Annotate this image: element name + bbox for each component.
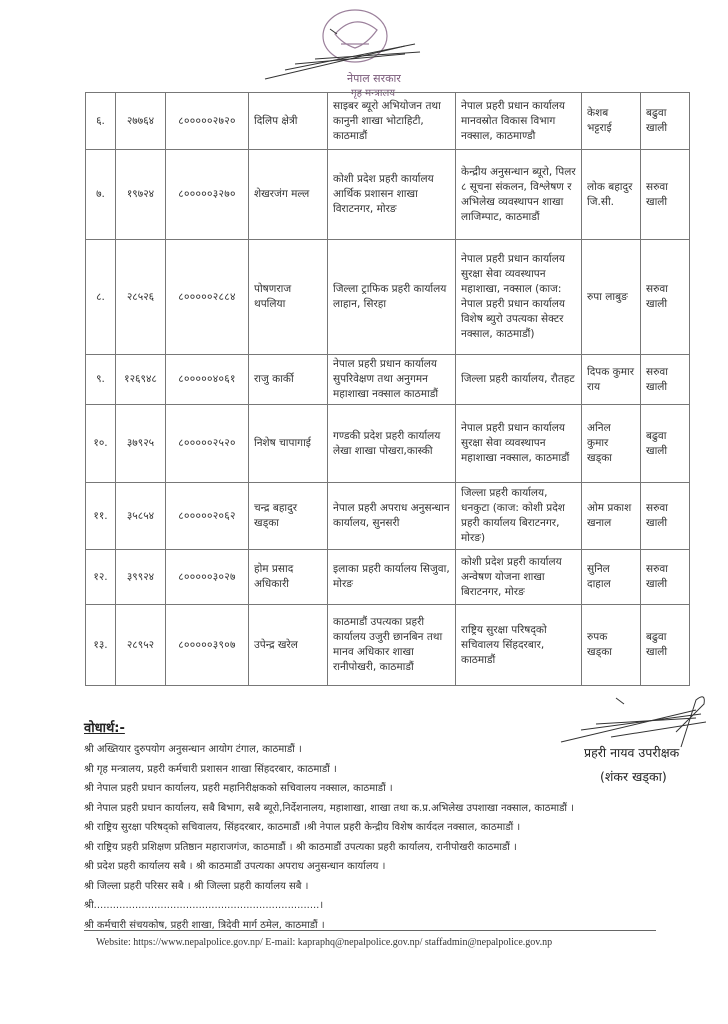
table-row bbox=[86, 405, 690, 483]
police-number-cell: २८९५२ bbox=[116, 605, 166, 686]
table-row bbox=[86, 605, 690, 686]
replacement-name-cell: ओम प्रकाश खनाल bbox=[582, 483, 641, 550]
remark-cell: सरुवा खाली bbox=[641, 150, 690, 240]
cc-list bbox=[84, 740, 574, 935]
replacement-name-cell: सुनिल दाहाल bbox=[582, 550, 641, 605]
employee-name-cell: पोषणराज थपलिया bbox=[249, 240, 328, 355]
cc-recipient: श्री गृह मन्त्रालय, प्रहरी कर्मचारी प्रशासन शाखा सिंहदरबार, काठमाडौं । bbox=[84, 763, 337, 775]
employee-name-cell: राजु कार्की bbox=[249, 355, 328, 405]
transfer-office-cell: राष्ट्रिय सुरक्षा परिषद्को सचिवालय सिंहदरबार, काठमाडौं bbox=[456, 605, 582, 686]
transfer-office-cell: जिल्ला प्रहरी कार्यालय, धनकुटा (काज: कोशी प्रदेश प्रहरी कार्यालय बिराटनगर, मोरङ) bbox=[456, 483, 582, 550]
cc-recipient: श्री राष्ट्रिय प्रहरी प्रशिक्षण प्रतिष्ठान महाराजगंज, काठमाडौं । श्री काठमाडौं उपत्यका प्रहरी कार्यालय, रानीपोखरी काठमाडौं । bbox=[84, 841, 517, 853]
table-row bbox=[86, 550, 690, 605]
serial-number-cell: ११. bbox=[86, 483, 116, 550]
serial-number-cell: १२. bbox=[86, 550, 116, 605]
current-office-cell: नेपाल प्रहरी अपराध अनुसन्धान कार्यालय, सुनसरी bbox=[328, 483, 456, 550]
table-row bbox=[86, 93, 690, 150]
current-office-cell: इलाका प्रहरी कार्यालय सिजुवा, मोरङ bbox=[328, 550, 456, 605]
cc-recipient: श्री प्रदेश प्रहरी कार्यालय सबै । श्री काठमाडौं उपत्यका अपराध अनुसन्धान कार्यालय । bbox=[84, 861, 386, 872]
remark-cell: सरुवा खाली bbox=[641, 550, 690, 605]
employee-name-cell: होम प्रसाद अधिकारी bbox=[249, 550, 328, 605]
signature-icon bbox=[556, 692, 706, 752]
serial-number-cell: ९. bbox=[86, 355, 116, 405]
police-number-cell: ३९९२४ bbox=[116, 550, 166, 605]
transfer-office-cell: केन्द्रीय अनुसन्धान ब्यूरो, पिलर ८ सूचना संकलन, विश्लेषण र अभिलेख व्यवस्थापन शाखा लाजिम्पाट, काठमाडौं bbox=[456, 150, 582, 240]
employee-id-cell: ८०००००२०६२ bbox=[166, 483, 249, 550]
official-stamp bbox=[255, 4, 455, 104]
table-row bbox=[86, 150, 690, 240]
remark-cell: बढुवा खाली bbox=[641, 605, 690, 686]
remark-cell: बढुवा खाली bbox=[641, 93, 690, 150]
cc-recipient: श्री राष्ट्रिय सुरक्षा परिषद्को सचिवालय, सिंहदरबार, काठमाडौं ।श्री नेपाल प्रहरी केन्द्रीय विशेष कार्यदल नक्साल, काठमाडौं । bbox=[84, 822, 521, 833]
police-number-cell: २८५२६ bbox=[116, 240, 166, 355]
replacement-name-cell: केशब भट्टराई bbox=[582, 93, 641, 150]
transfer-table bbox=[85, 92, 690, 686]
table-row bbox=[86, 483, 690, 550]
transfer-office-cell: नेपाल प्रहरी प्रधान कार्यालय सुरक्षा सेवा व्यवस्थापन महाशाखा, नक्साल (काज: नेपाल प्रहरी प्रधान कार्यालय विशेष ब्युरो उपत्यका सेक्टर नक्साल, काठमाडौं) bbox=[456, 240, 582, 355]
transfer-office-cell: नेपाल प्रहरी प्रधान कार्यालय मानवस्रोत विकास विभाग नक्साल, काठमाण्डौ bbox=[456, 93, 582, 150]
police-number-cell: ३५८५४ bbox=[116, 483, 166, 550]
serial-number-cell: १०. bbox=[86, 405, 116, 483]
remark-cell: सरुवा खाली bbox=[641, 240, 690, 355]
current-office-cell: गण्डकी प्रदेश प्रहरी कार्यालय लेखा शाखा पोखरा,कास्की bbox=[328, 405, 456, 483]
table-row bbox=[86, 355, 690, 405]
stamp-line-2: गृह मन्त्रालय bbox=[351, 88, 396, 99]
serial-number-cell: ६. bbox=[86, 93, 116, 150]
employee-id-cell: ८०००००२५२० bbox=[166, 405, 249, 483]
employee-id-cell: ८०००००३९०७ bbox=[166, 605, 249, 686]
police-number-cell: २७७६४ bbox=[116, 93, 166, 150]
transfer-office-cell: कोशी प्रदेश प्रहरी कार्यालय अन्वेषण योजना शाखा बिराटनगर, मोरङ bbox=[456, 550, 582, 605]
footer-contact: Website: https://www.nepalpolice.gov.np/ E-mail: kapraphq@nepalpolice.gov.np/ staffadmin@nepalpolice.gov.np bbox=[96, 937, 553, 948]
employee-id-cell: ८०००००२८८४ bbox=[166, 240, 249, 355]
current-office-cell: काठमाडौं उपत्यका प्रहरी कार्यालय उजुरी छानबिन तथा मानव अधिकार शाखा रानीपोखरी, काठमाडौं bbox=[328, 605, 456, 686]
employee-name-cell: निशेष चापागाई bbox=[249, 405, 328, 483]
police-number-cell: ३७९२५ bbox=[116, 405, 166, 483]
serial-number-cell: ८. bbox=[86, 240, 116, 355]
current-office-cell: कोशी प्रदेश प्रहरी कार्यालय आर्थिक प्रशासन शाखा विराटनगर, मोरङ bbox=[328, 150, 456, 240]
replacement-name-cell: रुपा लाबुङ bbox=[582, 240, 641, 355]
cc-recipient: श्री जिल्ला प्रहरी परिसर सबै । श्री जिल्ला प्रहरी कार्यालय सबै । bbox=[84, 880, 309, 892]
replacement-name-cell: लोक बहादुर जि.सी. bbox=[582, 150, 641, 240]
cc-recipient: श्री नेपाल प्रहरी प्रधान कार्यालय, प्रहरी महानिरीक्षकको सचिवालय नक्साल, काठमाडौं । bbox=[84, 783, 393, 794]
table-row bbox=[86, 240, 690, 355]
cc-recipient: श्री नेपाल प्रहरी प्रधान कार्यालय, सबै बिभाग, सबै ब्यूरो,निर्देशनालय, महाशाखा, शाखा तथा क.प्र.अभिलेख उपशाखा नक्साल, काठमाडौं । bbox=[84, 802, 574, 814]
police-number-cell: १९७२४ bbox=[116, 150, 166, 240]
remark-cell: बढुवा खाली bbox=[641, 405, 690, 483]
replacement-name-cell: रुपक खड्का bbox=[582, 605, 641, 686]
employee-name-cell: उपेन्द्र खरेल bbox=[249, 605, 328, 686]
stamp-line-1: नेपाल सरकार bbox=[347, 72, 401, 85]
employee-id-cell: ८०००००२७२० bbox=[166, 93, 249, 150]
stamp-emblem-icon bbox=[323, 10, 387, 62]
employee-name-cell: शेखरजंग मल्ल bbox=[249, 150, 328, 240]
footer-divider bbox=[84, 930, 656, 931]
current-office-cell: जिल्ला ट्राफिक प्रहरी कार्यालय लाहान, सिरहा bbox=[328, 240, 456, 355]
cc-recipient: श्री.......................................................................। bbox=[84, 900, 324, 911]
employee-name-cell: दिलिप क्षेत्री bbox=[249, 93, 328, 150]
serial-number-cell: ७. bbox=[86, 150, 116, 240]
transfer-office-cell: जिल्ला प्रहरी कार्यालय, रौतहट bbox=[456, 355, 582, 405]
transfer-office-cell: नेपाल प्रहरी प्रधान कार्यालय सुरक्षा सेवा व्यवस्थापन महाशाखा नक्साल, काठमाडौं bbox=[456, 405, 582, 483]
employee-id-cell: ८०००००३०२७ bbox=[166, 550, 249, 605]
current-office-cell: साइबर ब्यूरो अभियोजन तथा कानुनी शाखा भोटाहिटी, काठमाडौं bbox=[328, 93, 456, 150]
replacement-name-cell: दिपक कुमार राय bbox=[582, 355, 641, 405]
signatory-title: प्रहरी नायव उपरीक्षक bbox=[584, 745, 680, 760]
current-office-cell: नेपाल प्रहरी प्रधान कार्यालय सुपरिवेक्षण तथा अनुगमन महाशाखा नक्साल काठमाडौं bbox=[328, 355, 456, 405]
replacement-name-cell: अनिल कुमार खड्का bbox=[582, 405, 641, 483]
signatory-name: (शंकर खड्का) bbox=[600, 769, 667, 784]
serial-number-cell: १३. bbox=[86, 605, 116, 686]
remark-cell: सरुवा खाली bbox=[641, 355, 690, 405]
cc-recipient: श्री अख्तियार दुरुपयोग अनुसन्धान आयोग टंगाल, काठमाडौं । bbox=[84, 744, 302, 755]
employee-id-cell: ८०००००३२७० bbox=[166, 150, 249, 240]
cc-recipient: श्री कर्मचारी संचयकोष, प्रहरी शाखा, त्रिदेवी मार्ग ठमेल, काठमाडौं । bbox=[84, 919, 325, 931]
bodharth-heading: वोधार्थ:- bbox=[84, 721, 125, 736]
remark-cell: सरुवा खाली bbox=[641, 483, 690, 550]
employee-id-cell: ८०००००४०६१ bbox=[166, 355, 249, 405]
police-number-cell: १२६९४८ bbox=[116, 355, 166, 405]
employee-name-cell: चन्द्र बहादुर खड्का bbox=[249, 483, 328, 550]
